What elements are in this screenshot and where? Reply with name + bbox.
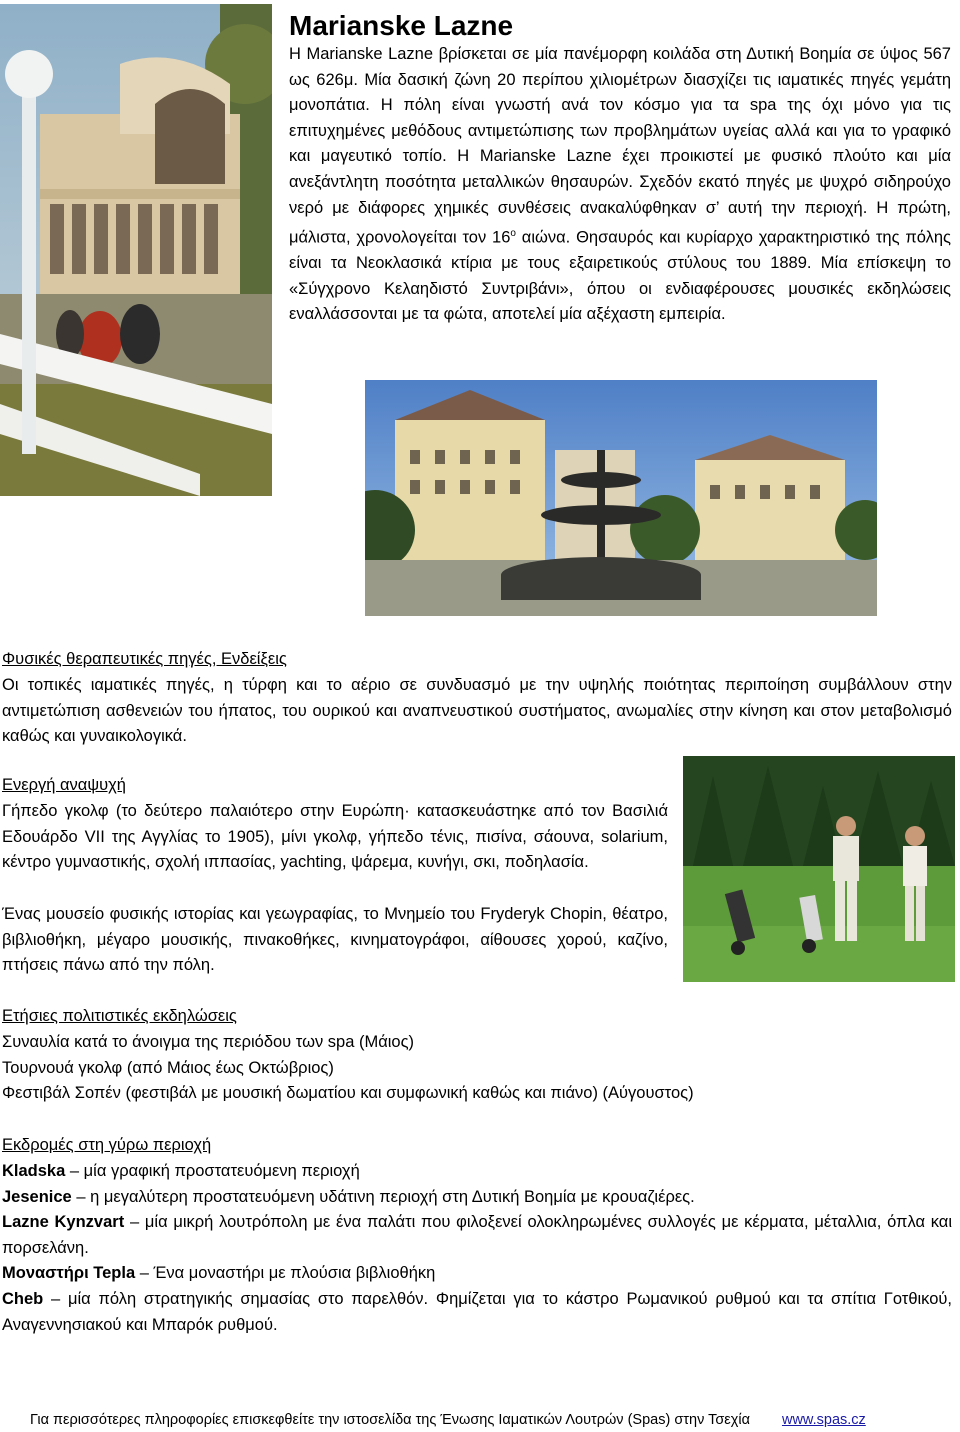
list-item — [2, 1159, 952, 1185]
events-heading: Ετήσιες πολιτιστικές εκδηλώσεις — [2, 1007, 237, 1025]
list-item — [2, 1287, 952, 1338]
excursions-heading: Εκδρομές στη γύρω περιοχή — [2, 1136, 212, 1154]
recreation-paragraph-2: Ένας μουσείο φυσικής ιστορίας και γεωγραφίας, το Μνημείο του Fryderyk Chopin, θέατρο, βιβλιοθήκη, μέγαρο μουσικής, πινακοθήκες, κινηματογράφοι, αίθουσες χορού, καζίνο, πτήσεις πάνω από την πόλη. — [2, 905, 668, 975]
excursion-desc: – μία πόλη στρατηγικής σημασίας στο παρελθόν. Φημίζεται για το κάστρο Ρωμανικού ρυθμού και τα σπίτια Γοτθικού, Αναγεννησιακού και Μπαρόκ ρυθμού. — [2, 1289, 952, 1334]
excursion-desc: – μία γραφική προστατευόμενη περιοχή — [65, 1162, 360, 1180]
excursion-desc: – η μεγαλύτερη προστατευόμενη υδάτινη περιοχή στη Δυτική Βοημία με κρουαζιέρες. — [71, 1187, 695, 1206]
springs-paragraph: Οι τοπικές ιαματικές πηγές, η τύρφη και το αέριο σε συνδυασμό με την υψηλής ποιότητας περιποίηση συμβάλλουν στην αντιμετώπιση ασθενειών του ήπατος, του ουρικού και αναπνευστικού συστήματος, ανωμαλίες στην κίνηση και στον μεταβολισμό καθώς και γυναικολογικά. — [2, 676, 952, 746]
footer-text: Για περισσότερες πληροφορίες επισκεφθείτε την ιστοσελίδα της Ένωσης Ιαματικών Λουτρών (Spas) στην Τσεχία — [30, 1412, 750, 1428]
excursion-name: Jesenice — [2, 1187, 72, 1206]
list-item — [2, 1261, 952, 1287]
excursion-desc: – μία μικρή λουτρόπολη με ένα παλάτι που φιλοξενεί ολοκληρωμένες συλλογές με κέρματα, μέταλλια, όπλα και πορσελάνη. — [2, 1213, 952, 1257]
intro-superscript: ο — [510, 228, 516, 240]
excursions-list — [2, 1159, 952, 1338]
footer — [30, 1410, 866, 1430]
page-title: Marianske Lazne — [289, 10, 514, 41]
colonnade-photo — [0, 4, 272, 496]
spas-website-link[interactable]: www.spas.cz — [781, 1412, 866, 1428]
intro-text: Η Marianske Lazne βρίσκεται σε μία πανέμορφη κοιλάδα στη Δυτική Βοημία σε ύψος 567 ως 626μ. Μία δασική ζώνη 20 περίπου χιλιομέτρων διασχίζει τις ιαματικές πηγές γεμάτη μονοπάτια. Η πόλη είναι γνωστή ανά τον κόσμο για τα spa της όχι μόνο για τις επιτυχημένες μεθόδους αντιμετώπισης των προβλημάτων υγείας αλλά και για το γραφικό και μαγευτικό τοπίο. Η Marianske Lazne έχει προικιστεί με φυσικό πλούτο και μία ανεξάντλητη ποσότητα μεταλλικών θησαυρών. Σχεδόν εκατό πηγές με ψυχρό σιδηρούχο νερό με διάφορες χημικές συνθέσεις ανακαλύφθηκαν σ’ αυτή την περιοχή. Η πρώτη, μάλιστα, χρονολογείται τον 16 — [289, 45, 951, 247]
excursion-name: Kladska — [2, 1162, 66, 1180]
springs-heading: Φυσικές θεραπευτικές πηγές, Ενδείξεις — [2, 650, 287, 668]
list-item: Φεστιβάλ Σοπέν (φεστιβάλ με μουσική δωματίου και συμφωνική καθώς και πιάνο) (Αύγουστος) — [2, 1084, 694, 1103]
excursion-name: Μοναστήρι Tepla — [2, 1264, 136, 1283]
list-item — [2, 1210, 952, 1261]
list-item: Συναυλία κατά το άνοιγμα της περιόδου των spa (Μάιος) — [2, 1033, 415, 1051]
golf-photo — [683, 756, 955, 982]
events-list — [2, 1030, 952, 1107]
excursion-name: Cheb — [2, 1289, 44, 1308]
intro-text-end: αιώνα. Θησαυρός και κυρίαρχο χαρακτηριστικό της πόλης είναι τα Νεοκλασικά κτίρια με τους εξαιρετικούς στύλους του 1889. Μία επίσκεψη το «Σύγχρονο Κελαηδιστό Συντριβάνι», όπου οι ενδιαφέρουσες μουσικές εκδηλώσεις εναλλάσσονται με τα φώτα, αποτελεί μία αξέχαστη εμπειρία. — [289, 228, 951, 324]
fountain-photo — [365, 380, 877, 616]
intro-paragraph — [289, 42, 951, 328]
recreation-paragraph-1: Γήπεδο γκολφ (το δεύτερο παλαιότερο στην Ευρώπη· κατασκευάστηκε από τον Βασιλιά Εδουάρδο VII της Αγγλίας το 1905), μίνι γκολφ, γήπεδο τένις, πισίνα, σάουνα, solarium, κέντρο γυμναστικής, σχολή ιππασίας, yachting, ψάρεμα, κυνήγι, σκι, ποδηλασία. — [2, 802, 668, 872]
excursion-desc: – Ένα μοναστήρι με πλούσια βιβλιοθήκη — [135, 1264, 436, 1283]
list-item: Τουρνουά γκολφ (από Μάιος έως Οκτώβριος) — [2, 1058, 334, 1077]
list-item — [2, 1185, 952, 1211]
recreation-heading: Ενεργή αναψυχή — [2, 776, 126, 794]
excursion-name: Lazne Kynzvart — [2, 1213, 125, 1232]
